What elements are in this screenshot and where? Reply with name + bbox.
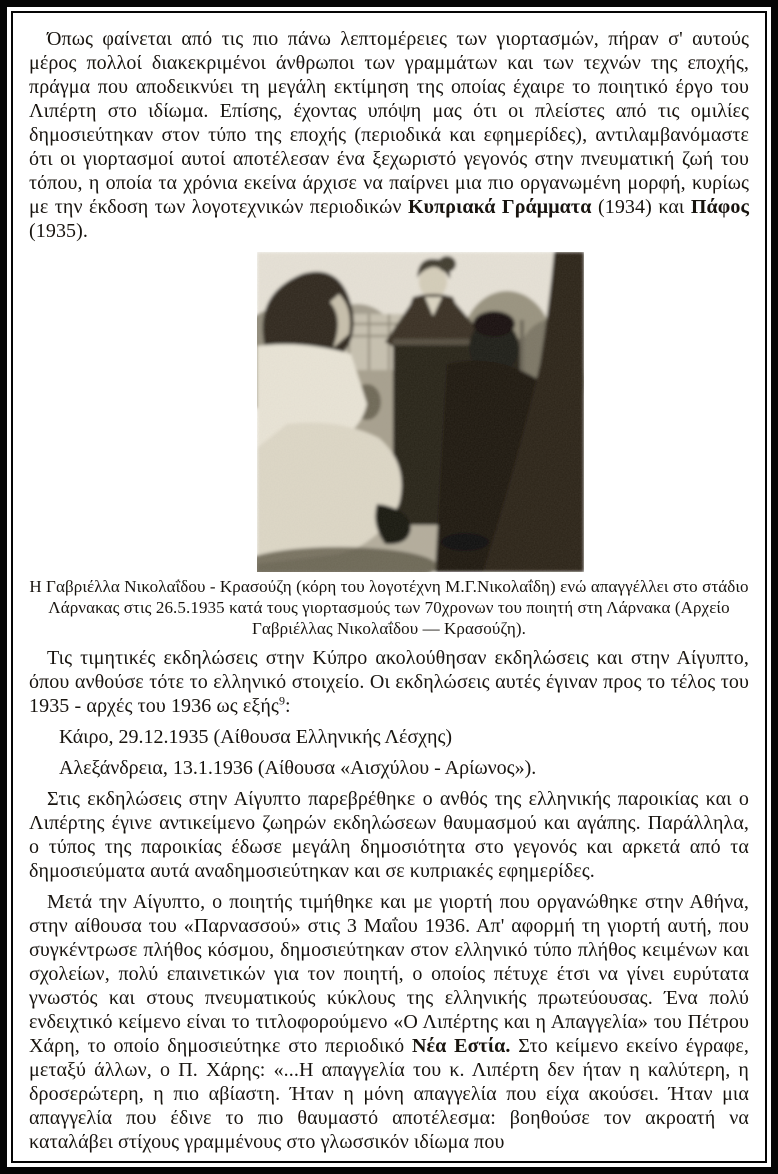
page-inner-frame (11, 11, 767, 1163)
bold-title-pafos: Πάφος (690, 196, 749, 218)
footnote-reference-9: 9 (278, 693, 286, 708)
paragraph-2-text: Τις τιμητικές εκδηλώσεις στην Κύπρο ακολούθησαν εκδηλώσεις και στην Αίγυπτο, όπου ανθούσε τότε το ελληνικό στοιχείο. Οι εκδηλώσεις αυτές έγιναν προς το τέλος του 1935 - αρχές του 1936 ως εξής (29, 647, 749, 717)
photo-caption: Η Γαβριέλλα Νικολαΐδου - Κρασούζη (κόρη του λογοτέχνη Μ.Γ.Νικολαΐδη) ενώ απαγγέλλει στο στάδιο Λάρνακας στις 26.5.1935 κατά τους γιορτασμούς των 70χρονων του ποιητή στη Λάρνακα (Αρχείο Γαβριέλλας Νικολαΐδου — Κρασούζη). (29, 577, 749, 638)
bold-title-kypriaka-grammata: Κυπριακά Γράμματα (408, 196, 592, 218)
paragraph-4-text: Μετά την Αίγυπτο, ο ποιητής τιμήθηκε και με γιορτή που οργανώθηκε στην Αθήνα, στην αίθουσα του «Παρνασσού» στις 3 Μαΐου 1936. Απ' αφορμή τη γιορτή αυτή, που συγκέντρωσε πλήθος κόσμου, δημοσιεύτηκαν στον ελληνικό τύπο πλήθος κειμένων και σχολείων, πολύ επαινετικών για τον ποιητή, ο οποίος πέτυχε έτσι να γίνει ευρύτατα γνωστός και στους πνευματικούς κύκλους της ελληνικής πρωτεύουσας. Ένα πολύ ενδειχτικό κείμενο είναι το τιτλοφορούμενο «Ο Λιπέρτης και η Απαγγελία» του Πέτρου Χάρη, το οποίο δημοσιεύτηκε στο περιοδικό (29, 891, 749, 1057)
bold-title-nea-estia: Νέα Εστία. (411, 1035, 511, 1057)
paragraph-3: Στις εκδηλώσεις στην Αίγυπτο παρεβρέθηκε ο ανθός της ελληνικής παροικίας και ο Λιπέρτης έγινε αντικείμενο ζωηρών εκδηλώσεων θαυμασμού και αγάπης. Παράλληλα, ο τύπος της παροικίας έδωσε μεγάλη δημοσιότητα στο γεγονός και αρκετά από τα δημοσιεύματα αυτά αναδημοσιεύτηκαν και σε κυπριακές εφημερίδες. (29, 788, 749, 882)
paragraph-4-text: Στο κείμενο εκείνο έγραφε, μεταξύ άλλων, ο Π. Χάρης: «...Η απαγγελία του κ. Λιπέρτη δεν ήταν η καλύτερη, η δροσερώτερη, η πιο αβίαστη. Ήταν η μόνη απαγγελία που είχα ακούσει. Ήταν μια απαγγελία που έδινε το πιο θαυμαστό αποτέλεσμα: βοηθούσε τον ακροατή να καταλάβει στίχους γραμμένους στο γλωσσικόν ιδίωμα που (29, 1035, 749, 1153)
event-line-cairo: Κάιρο, 29.12.1935 (Αίθουσα Ελληνικής Λέσχης) (59, 726, 453, 748)
recitation-photo (257, 252, 584, 572)
paragraph-4 (29, 890, 749, 1154)
event-line-alexandria: Αλεξάνδρεια, 13.1.1936 (Αίθουσα «Αισχύλου - Αρίωνος»). (59, 757, 537, 779)
paragraph-2 (29, 646, 749, 718)
paragraph-1-text: (1935). (29, 220, 89, 242)
paragraph-2-colon: : (285, 695, 291, 717)
paragraph-1 (29, 27, 749, 243)
paragraph-1-text: Όπως φαίνεται από τις πιο πάνω λεπτομέρειες των γιορτασμών, πήραν σ' αυτούς μέρος πολλοί διακεκριμένοι άνθρωποι των γραμμάτων και των τεχνών της εποχής, πράγμα που αποδεικνύει τη μεγάλη εκτίμηση της οποίας έχαιρε το ποιητικό έργο του Λιπέρτη στο ιδίωμα. Επίσης, έχοντας υπόψη μας ότι οι πλείστες από τις ομιλίες δημοσιεύτηκαν στον τύπο της εποχής (περιοδικά και εφημερίδες), αντιλαμβανόμαστε ότι οι γιορτασμοί αυτοί αποτέλεσαν ένα ξεχωριστό γεγονός στην πνευματική ζωή του τόπου, η οποία τα χρόνια εκείνα άρχισε να παίρνει μια πιο οργανωμένη μορφή, κυρίως με την έκδοση των λογοτεχνικών περιοδικών (29, 28, 749, 218)
paragraph-1-text: (1934) και (591, 196, 691, 218)
